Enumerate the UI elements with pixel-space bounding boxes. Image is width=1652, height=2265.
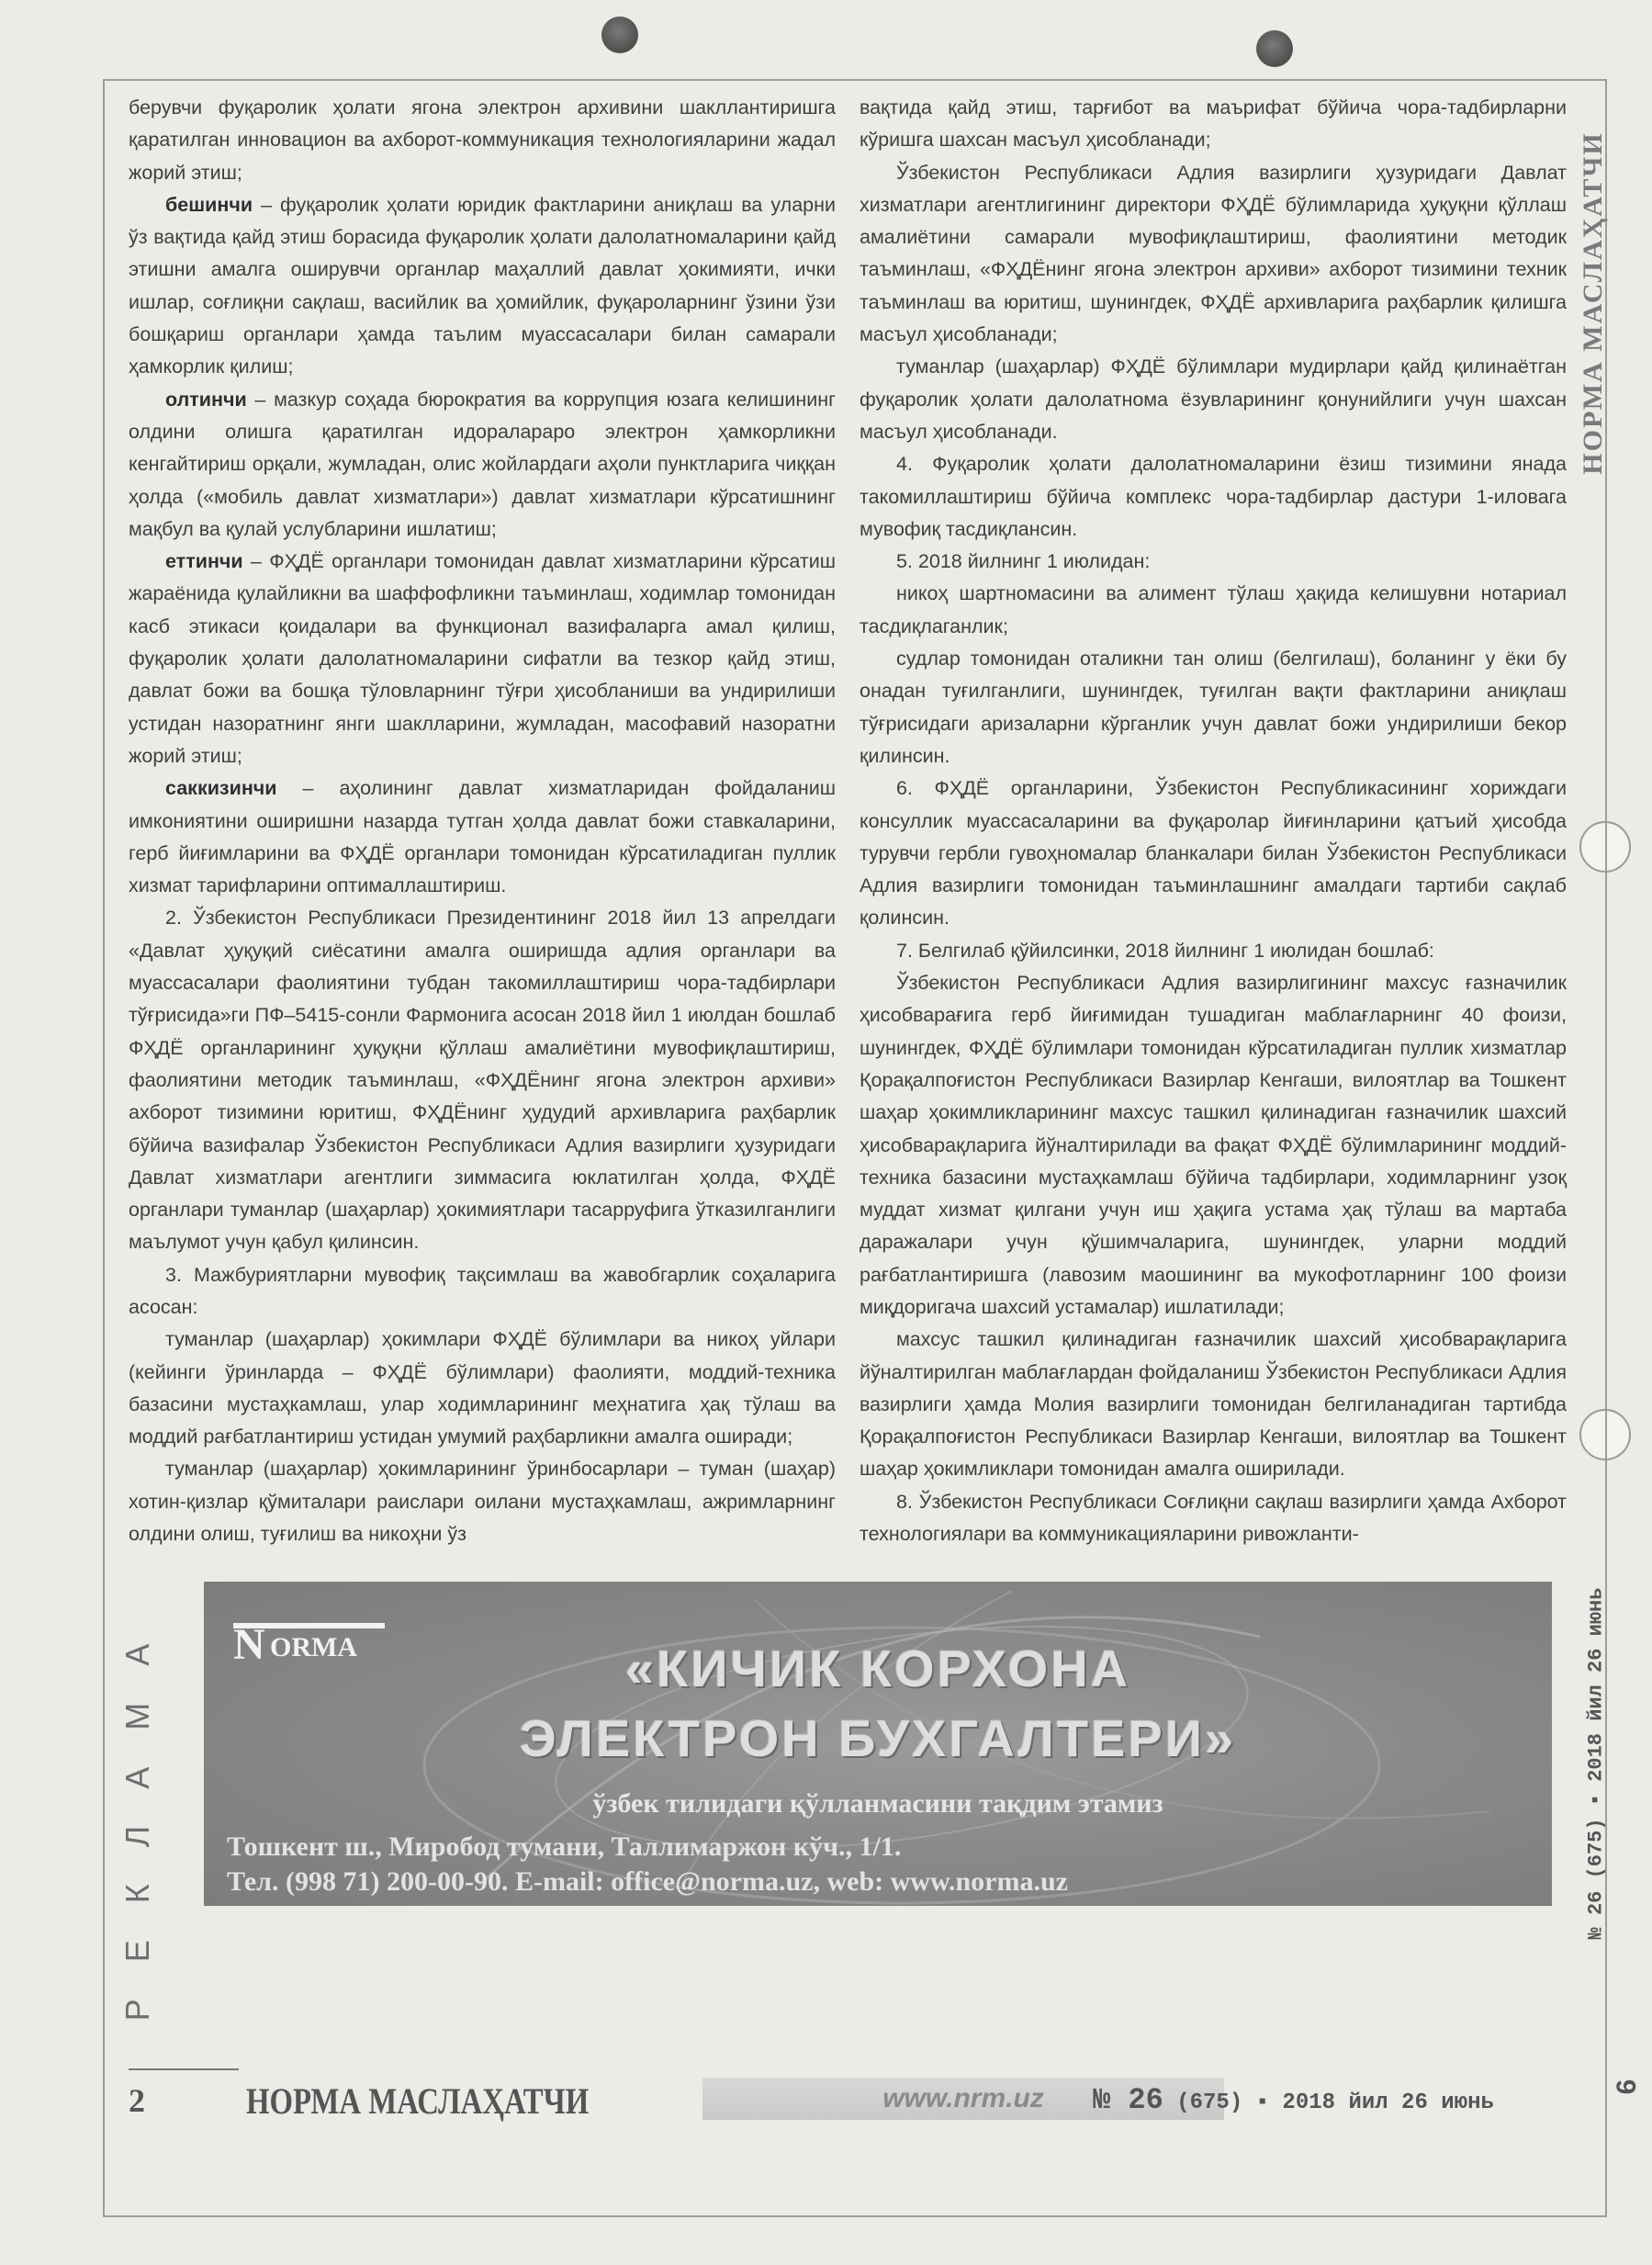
vertical-issue-date: № 26 (675) ▪ 2018 йил 26 июнь (1584, 1587, 1608, 1940)
paragraph (860, 1486, 1567, 1551)
paragraph (860, 546, 1567, 578)
paragraph-text: 3. Мажбуриятларни мувофиқ тақсимлаш ва жавобгарлик соҳаларига асосан: (129, 1263, 836, 1318)
paragraph-text: никоҳ шартномасини ва алимент тўлаш ҳақида келишувни нотариал тасдиқлаганлик; (860, 582, 1567, 637)
paragraph-lead: олтинчи (165, 388, 247, 411)
paragraph-text: – мазкур соҳада бюрократия ва коррупция юзага келишининг олдини олишга қаратилган идоралараро электрон ҳамкорликни кенгайтириш орқали, жумладан, олис жойлардаги аҳоли пунктларига чиққан ҳолда («мобиль давлат хизматлари») давлат хизматлари кўрсатишнинг мақбул ва қулай услубларини ишлатиш; (129, 388, 836, 540)
paragraph-text: туманлар (шаҳарлар) ФҲДЁ бўлимлари мудирлари қайд қилинаётган фуқаролик ҳолати далолатнома ёзувларининг қонунийлиги учун шахсан масъул ҳисобланади. (860, 355, 1567, 443)
advert-side-label: РЕКЛАМА (118, 1606, 156, 2022)
paragraph (129, 1324, 836, 1453)
advert-title-line1: «КИЧИК КОРХОНА (624, 1640, 1131, 1697)
punch-hole-right (1256, 30, 1293, 67)
page-footer (129, 2078, 1561, 2133)
paragraph-text: Ўзбекистон Республикаси Адлия вазирлигининг махсус ғазначилик ҳисобварағига герб йиғимидан тушадиган маблағларнинг 40 фоизи, шунингдек, ФҲДЁ бўлимлари томонидан кўрсатиладиган пуллик хизматлар Қорақалпоғистон Республикаси Вазирлар Кенгаши, вилоятлар ва Тошкент шаҳар ҳокимликларининг махсус ташкил қилинадиган ғазначилик шахсий ҳисобварақларига йўналтирилади ва фақат ФҲДЁ бўлимларининг моддий-техника базасини мустаҳкамлаш бўйича тадбирлари, ходимларнинг узоқ муддат хизмат қилгани учун иш ҳақига устама ҳақ тўлаш ва мартаба даражалари учун қўшимчаларига, шунингдек, уларни моддий рағбатлантиришга (лавозим маошининг ва мукофотларнинг 100 фоизи миқдоригача шахсий устамалар) ишлатилади; (860, 972, 1567, 1318)
punch-hole-left (601, 17, 638, 53)
paragraph-text: 7. Белгилаб қўйилсинки, 2018 йилнинг 1 июлидан бошлаб: (896, 939, 1434, 962)
footer-rule (129, 2068, 239, 2070)
paragraph-text: 2. Ўзбекистон Республикаси Президентининг 2018 йил 13 апрелдаги «Давлат ҳуқуқий сиёсатини амалга оширишда адлия органлари ва муассасалари фаолиятини тубдан такомиллаштириш чора-тадбирлари тўғрисида»ги ПФ–5415-сонли Фармонига асосан 2018 йил 1 июлдан бошлаб ФҲДЁ органларининг ҳуқуқни қўллаш амалиётини мувофиқлаштириш, фаолиятини методик таъминлаш, «ФҲДЁнинг ягона электрон архиви» ахборот тизимини юритиш, ФҲДЁнинг ҳудудий архивларига раҳбарлик бўйича вазифалар Ўзбекистон Республикаси Адлия вазирлиги ҳузуридаги Давлат хизматлари агентлиги зиммасига юклатилган ҳолда, ФҲДЁ органлари туманлар (шаҳарлар) ҳокимиятлари тасарруфига ўтказилганлиги маълумот учун қабул қилинсин. (129, 907, 836, 1254)
paragraph (860, 643, 1567, 772)
paragraph-lead: бешинчи (165, 193, 253, 216)
paragraph-text: – фуқаролик ҳолати юридик фактларини аниқлаш ва уларни ўз вақтида қайд этиш борасида фуқаролик ҳолати далолатномаларини қайд этишни амалга оширувчи органлар маҳаллий давлат ҳокимияти, ички ишлар, соғлиқни сақлаш, васийлик ва ҳомийлик, фуқароларнинг ўзини ўзи бошқариш органлари ҳамда таълим муассасалари билан самарали ҳамкорлик қилиш; (129, 193, 836, 378)
paragraph-text: вақтида қайд этиш, тарғибот ва маърифат бўйича чора-тадбирларни кўришга шахсан масъул ҳисобланади; (860, 96, 1567, 152)
paragraph (129, 772, 836, 902)
footer-url: www.nrm.uz (702, 2078, 1224, 2120)
paragraph (129, 92, 836, 189)
paragraph-text: туманлар (шаҳарлар) ҳокимларининг ўринбосарлари – туман (шаҳар) хотин-қизлар қўмиталари раислари оилани мустаҳкамлаш, ажримларнинг олдини олиш, туғилиш ва никоҳни ўз (129, 1458, 836, 1546)
advert-subtitle: ўзбек тилидаги қўлланмасини тақдим этамиз (592, 1788, 1163, 1819)
paragraph (860, 157, 1567, 352)
vertical-running-title: НОРМА МАСЛАҲАТЧИ (1578, 131, 1608, 475)
paragraph (860, 772, 1567, 934)
paragraph (860, 1324, 1567, 1485)
advert-address: Тошкент ш., Миробод тумани, Таллимаржон кўч., 1/1. (227, 1831, 902, 1862)
advert-contacts: Тел. (998 71) 200-00-90. E-mail: office@norma.uz, web: www.norma.uz (227, 1866, 1068, 1897)
paragraph (860, 967, 1567, 1324)
paragraph-text: – ФҲДЁ органлари томонидан давлат хизматларини кўрсатиш жараёнида қулайликни ва шаффофликни таъминлаш, ходимлар томонидан касб этикаси қоидалари ва функционал вазифаларга амал қилиш, фуқаролик ҳолати далолатномаларини сифатли ва тезкор қайд этиш, давлат божи ва бошқа тўловларнинг тўғри ҳисобланиши ва ундирилиши устидан назоратнинг янги шаклларини, жумладан, масофавий назоратни жорий этиш; (129, 550, 836, 767)
paragraph-text: – аҳолининг давлат хизматларидан фойдаланиш имкониятини оширишни назарда тутган ҳолда давлат божи ставкаларини, герб йиғимларини ва ФҲДЁ органлари томонидан кўрсатиладиган пуллик хизмат тарифларини оптималлаштириш. (129, 777, 836, 897)
article-column-right (860, 92, 1567, 1550)
paragraph (129, 902, 836, 1258)
advert-banner (204, 1582, 1552, 1906)
paragraph (860, 92, 1567, 157)
footer-page-number: 2 (129, 2082, 145, 2119)
footer-issue: № 26 (675) ▪ 2018 йил 26 июнь (1093, 2083, 1494, 2117)
paragraph-text: 8. Ўзбекистон Республикаси Соғлиқни сақлаш вазирлиги ҳамда Ахборот технологиялари ва коммуникацияларини ривожланти- (860, 1490, 1567, 1546)
paragraph-text: 6. ФҲДЁ органларини, Ўзбекистон Республикасининг хориждаги консуллик муассасаларини ва фуқаролар йиғинларини қатъий ҳисобда турувчи гербли гувоҳномалар бланкалари билан Ўзбекистон Республикаси Адлия вазирлиги томонидан таъминлашнинг амалдаги тартиби сақлаб қолинсин. (860, 777, 1567, 930)
paragraph (129, 1259, 836, 1324)
paragraph-text: махсус ташкил қилинадиган ғазначилик шахсий ҳисобварақларига йўналтирилган маблағлардан фойдаланиш Ўзбекистон Республикаси Адлия вазирлиги ҳамда Молия вазирлиги томонидан белгиланадиган тартибда Қорақалпоғистон Республикаси Вазирлар Кенгаши, вилоятлар ва Тошкент шаҳар ҳокимликлари томонидан амалга оширилади. (860, 1328, 1567, 1481)
paragraph (860, 448, 1567, 546)
paragraph-lead: еттинчи (165, 550, 243, 573)
paragraph-text: Ўзбекистон Республикаси Адлия вазирлиги ҳузуридаги Давлат хизматлари агентлигининг директори ФҲДЁ бўлимларида ҳуқуқни қўллаш амалиётини самарали мувофиқлаштириш, фаолиятини методик таъминлаш, «ФҲДЁнинг ягона электрон архиви» ахборот тизимини техник таъминлаш ва юритиш, шунингдек, ФҲДЁ архивларига раҳбарлик қилишга масъул ҳисобланади; (860, 161, 1567, 346)
paragraph (129, 1453, 836, 1550)
paragraph (860, 935, 1567, 967)
paragraph-text: 5. 2018 йилнинг 1 июлидан: (896, 550, 1151, 573)
paragraph (860, 578, 1567, 643)
paragraph-text: судлар томонидан оталикни тан олиш (белгилаш), боланинг у ёки бу онадан туғилганлиги, шунингдек, туғилган вақти фактларини аниқлаш тўғрисидаги аризаларни кўрганлик учун давлат божи ундирилиши бекор қилинсин. (860, 648, 1567, 767)
paragraph (129, 189, 836, 384)
article-column-left (129, 92, 836, 1550)
norma-logo: N ORMA (233, 1623, 385, 1667)
paragraph-text: берувчи фуқаролик ҳолати ягона электрон архивини шакллантиришга қаратилган инновацион ва ахборот-коммуникация технологияларини жадал жорий этиш; (129, 96, 836, 184)
paragraph-text: туманлар (шаҳарлар) ҳокимлари ФҲДЁ бўлимлари ва никоҳ уйлари (кейинги ўринларда – ФҲДЁ бўлимлари) фаолияти, моддий-техника базасини мустаҳкамлаш, улар ходимларининг меҳнатига ҳақ тўлаш ва моддий рағбатлантириш устидан умумий раҳбарликни амалга оширади; (129, 1328, 836, 1448)
paragraph (129, 546, 836, 772)
paragraph (129, 384, 836, 546)
advert-title-line2: ЭЛЕКТРОН БУХГАЛТЕРИ» (519, 1709, 1237, 1767)
paragraph-text: 4. Фуқаролик ҳолати далолатномаларини ёзиш тизимини янада такомиллаштириш бўйича комплекс чора-тадбирлар дастури 1-иловага мувофиқ тасдиқлансин. (860, 453, 1567, 540)
paragraph (860, 351, 1567, 448)
paragraph-lead: саккизинчи (165, 777, 277, 800)
footer-title: НОРМА МАСЛАҲАТЧИ (246, 2080, 590, 2122)
outer-page-number: 6 (1612, 2079, 1642, 2095)
